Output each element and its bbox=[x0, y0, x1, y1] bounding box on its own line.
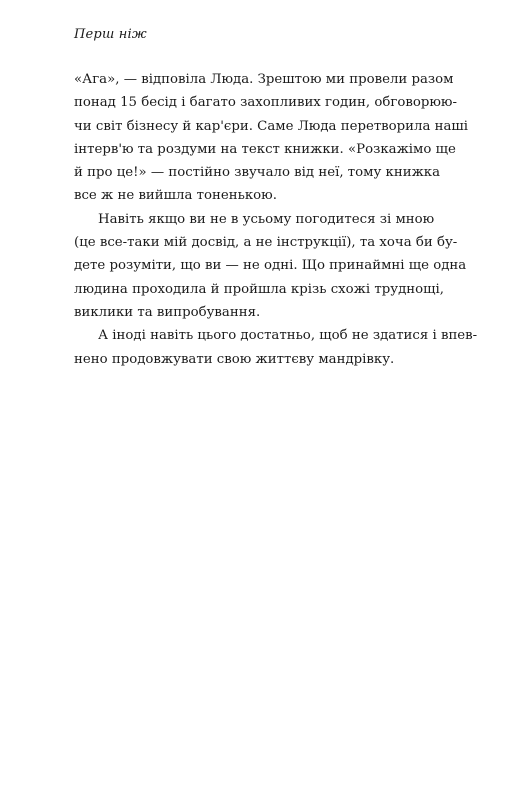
paragraph bbox=[74, 324, 478, 371]
paragraph bbox=[74, 208, 467, 324]
text-line: (це все-таки мій досвід, а не інструкції), та хоча би бу- bbox=[74, 235, 458, 251]
text-line: людина проходила й пройшла крізь схожі труднощі, bbox=[74, 281, 444, 297]
text-line: Навіть якщо ви не в усьому погодитеся зі мною bbox=[98, 211, 435, 227]
text-line: й про це!» — постійно звучало від неї, тому книжка bbox=[74, 165, 441, 181]
text-line: «Ага», — відповіла Люда. Зрештою ми провели разом bbox=[74, 72, 454, 87]
text-line: виклики та випробування. bbox=[74, 304, 261, 320]
text-line: все ж не вийшла тоненькою. bbox=[74, 188, 277, 204]
text-line: чи світ бізнесу й кар'єри. Саме Люда перетворила наші bbox=[74, 118, 469, 134]
text-line: нено продовжувати свою життєву мандрівку. bbox=[74, 351, 395, 367]
body-text bbox=[74, 68, 478, 371]
text-line: дете розуміти, що ви — не одні. Що принаймні ще одна bbox=[74, 258, 467, 274]
text-line: інтерв'ю та роздуми на текст книжки. «Розкажімо ще bbox=[74, 141, 456, 157]
text-line: А іноді навіть цього достатньо, щоб не здатися і впев- bbox=[98, 328, 478, 344]
running-head: Перш ніж bbox=[74, 27, 147, 42]
paragraph bbox=[74, 68, 469, 208]
text-line: понад 15 бесід і багато захопливих годин, обговорюю- bbox=[74, 95, 457, 111]
